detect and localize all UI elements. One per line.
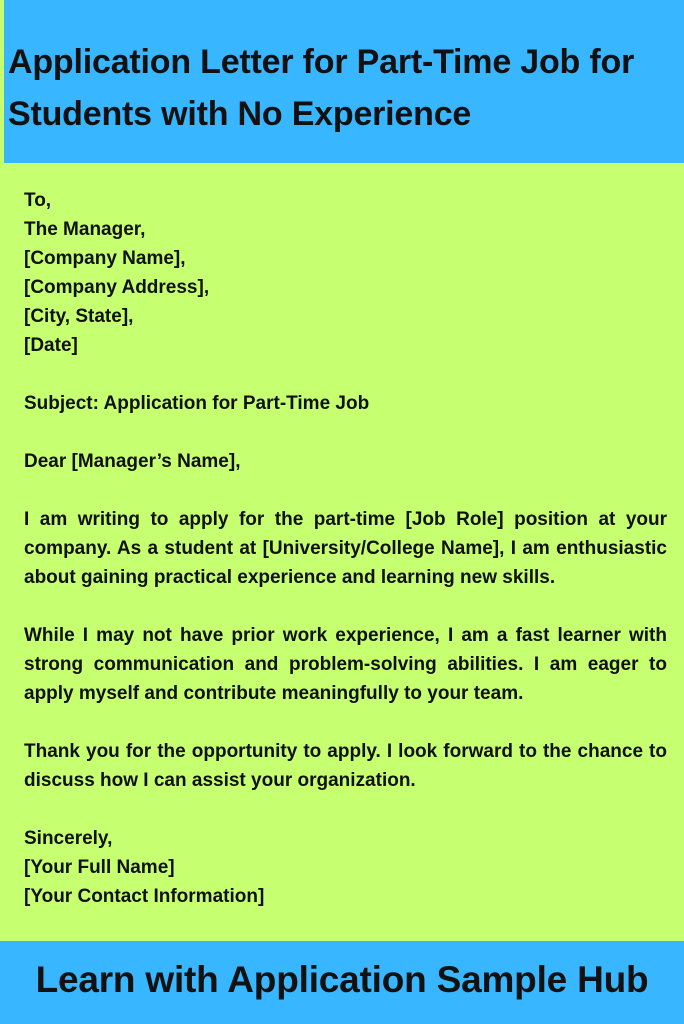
signature-name: [Your Full Name] <box>24 857 175 878</box>
footer-brand-text: Learn with Application Sample Hub <box>35 959 649 1000</box>
recipient-to: To, <box>24 190 52 211</box>
recipient-company: [Company Name], <box>24 248 186 269</box>
recipient-city-state: [City, State], <box>24 306 134 327</box>
page-title: Application Letter for Part-Time Job for Students with No Experience <box>8 43 635 133</box>
letter-subject: Subject: Application for Part-Time Job <box>24 393 370 414</box>
signature-contact: [Your Contact Information] <box>24 886 265 907</box>
recipient-block <box>24 186 667 360</box>
recipient-date: [Date] <box>24 335 78 356</box>
letter-salutation: Dear [Manager’s Name], <box>24 451 241 472</box>
letter-paragraph-thanks: Thank you for the opportunity to apply. I look forward to the chance to discuss how I can assist your organization. <box>24 741 667 791</box>
recipient-title: The Manager, <box>24 219 146 240</box>
signature-block <box>24 824 667 911</box>
letter-body <box>24 186 667 911</box>
header-banner <box>4 0 684 163</box>
letter-paragraph-intro: I am writing to apply for the part-time [Job Role] position at your company. As a student at [University/College Name], I am enthusiastic about gaining practical experience and learning new skills. <box>24 509 667 588</box>
recipient-address: [Company Address], <box>24 277 210 298</box>
footer-banner <box>0 941 684 1024</box>
letter-closing: Sincerely, <box>24 828 113 849</box>
letter-paragraph-skills: While I may not have prior work experience, I am a fast learner with strong communication and problem-solving abilities. I am eager to apply myself and contribute meaningfully to your team. <box>24 625 667 704</box>
